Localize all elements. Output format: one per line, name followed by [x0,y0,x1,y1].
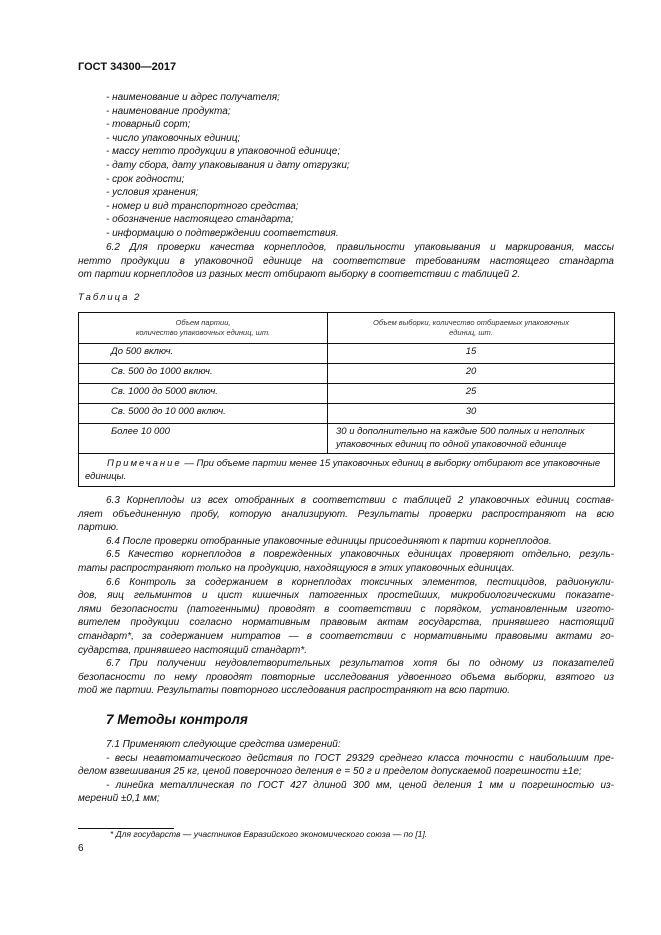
table-cell: 15 [328,344,615,364]
text-line: дов, яиц гельминтов и цист кишечных патогенных простейших, микробиологическими показате- [78,590,614,602]
table-header [79,313,328,344]
text-line: лями безопасности (патогенными) проводят в соответствии с порядком, установленным изгото- [78,603,614,615]
text-line: - наименование продукта; [106,105,231,117]
text-line: 6.2 Для проверки качества корнеплодов, правильности упаковывания и маркирования, массы [106,242,614,253]
paragraph-7-1 [78,738,614,806]
sample-size-table [78,312,615,487]
page-number: 6 [78,843,84,854]
table-cell: 25 [328,384,615,404]
text-line: партию. [78,522,119,534]
text-line: 7.1 Применяют следующие средства измерений: [106,739,341,750]
footnote: * Для государств — участников Евразийского экономического союза — по [1]. [110,829,428,839]
text-line: - информацию о подтверждении соответствия. [106,227,339,239]
text-line: - массу нетто продукции в упаковочной единице; [106,146,341,158]
text-line: 6.3 Корнеплоды из всех отобранных в соответствии с таблицей 2 упаковочных единиц состав- [106,495,614,506]
table-row [79,384,615,404]
paragraphs-6-3-to-6-7 [78,494,614,698]
marking-list [78,91,614,241]
section-heading: 7 Методы контроля [106,712,248,727]
note-label: Примечание [107,458,182,469]
text-line: 6.6 Контроль за содержанием в корнеплодах токсичных элементов, пестицидов, радионукли- [106,576,614,588]
text-line: - дату сбора, дату упаковывания и дату отгрузки; [106,159,350,171]
text-line: сударства, принявшего настоящий стандарт*. [78,644,308,656]
text-line: 6.7 При получении неудовлетворительных результатов хотя бы по одному из показателей [106,658,614,670]
note-text: — При объеме партии менее 15 упаковочных единиц в выборку отбирают все упаковочные единицы. [85,458,601,482]
text-line: 6.5 Качество корнеплодов в поврежденных упаковочных единицах проверяют отдельно, резуль- [106,549,614,561]
table-cell: До 500 включ. [79,344,328,364]
header-text: Объем партии, количество упаковочных единиц, шт. [135,318,271,337]
text-line: делом взвешивания 25 кг, ценой поверочного деления е = 50 г и пределом допускаемой погрешности ±1е; [78,766,582,778]
text-line: той же партии. Результаты повторного исследования распространяют на всю партию. [78,685,511,697]
text-line: - товарный сорт; [106,119,191,131]
text-line: вителем продукции согласно нормативным правовым актам государства, принявшего настоящий [78,617,614,629]
text-line: безопасности по нему проводят повторные исследования удвоенного объема выборки, взятого из [78,671,614,683]
text-line: от партии корнеплодов из разных мест отбирают выборку в соответствии с таблицей 2. [78,269,521,281]
table-row [79,344,615,364]
table-cell: Св. 5000 до 10 000 включ. [79,404,328,424]
table-note [79,454,615,487]
table-caption: Таблица 2 [78,292,142,303]
table-cell: 20 [328,364,615,384]
text-line: ляет объединенную пробу, которую анализируют. Результаты проверки распространяют на всю [78,508,614,520]
text-line: - номер и вид транспортного средства; [106,200,299,212]
paragraph-6-2 [78,241,614,282]
table-cell: 30 и дополнительно на каждые 500 полных и неполных упаковочных единиц по одной упаковочной единице [328,424,615,454]
text-line: - срок годности; [106,173,185,185]
text-line: - число упаковочных единиц; [106,132,241,144]
table-row [79,404,615,424]
table-cell: Св. 1000 до 5000 включ. [79,384,328,404]
text-line: нетто продукции в упаковочной единице на соответствие требованиям настоящего стандарта [78,255,614,267]
table-header [328,313,615,344]
document-header: ГОСТ 34300—2017 [78,61,177,73]
table-cell: Св. 500 до 1000 включ. [79,364,328,384]
text-line: - наименование и адрес получателя; [106,92,280,103]
table-note-row [79,454,615,487]
text-line: таты распространяют только на продукцию, находящуюся в этих упаковочных единицах. [78,562,515,574]
text-line: - весы неавтоматического действия по ГОСТ 29329 среднего класса точности с наибольшим пре- [106,752,614,764]
text-line: - линейка металлическая по ГОСТ 427 длиной 300 мм, ценой деления 1 мм и погрешностью из- [106,779,614,791]
table-cell: Более 10 000 [79,424,328,454]
table-row [79,364,615,384]
text-line: мерений ±0,1 мм; [78,793,160,805]
text-line: - обозначение настоящего стандарта; [106,214,294,226]
table-row [79,424,615,454]
text-line: - условия хранения; [106,187,199,199]
text-line: стандарт*, за содержанием нитратов — в соответствии с нормативными правовыми актами го- [78,630,614,642]
table-cell: 30 [328,404,615,424]
text-line: 6.4 После проверки отобранные упаковочные единицы присоединяют к партии корнеплодов. [106,535,552,547]
header-text: Объем выборки, количество отбираемых упаковочных единиц, шт. [373,318,569,337]
